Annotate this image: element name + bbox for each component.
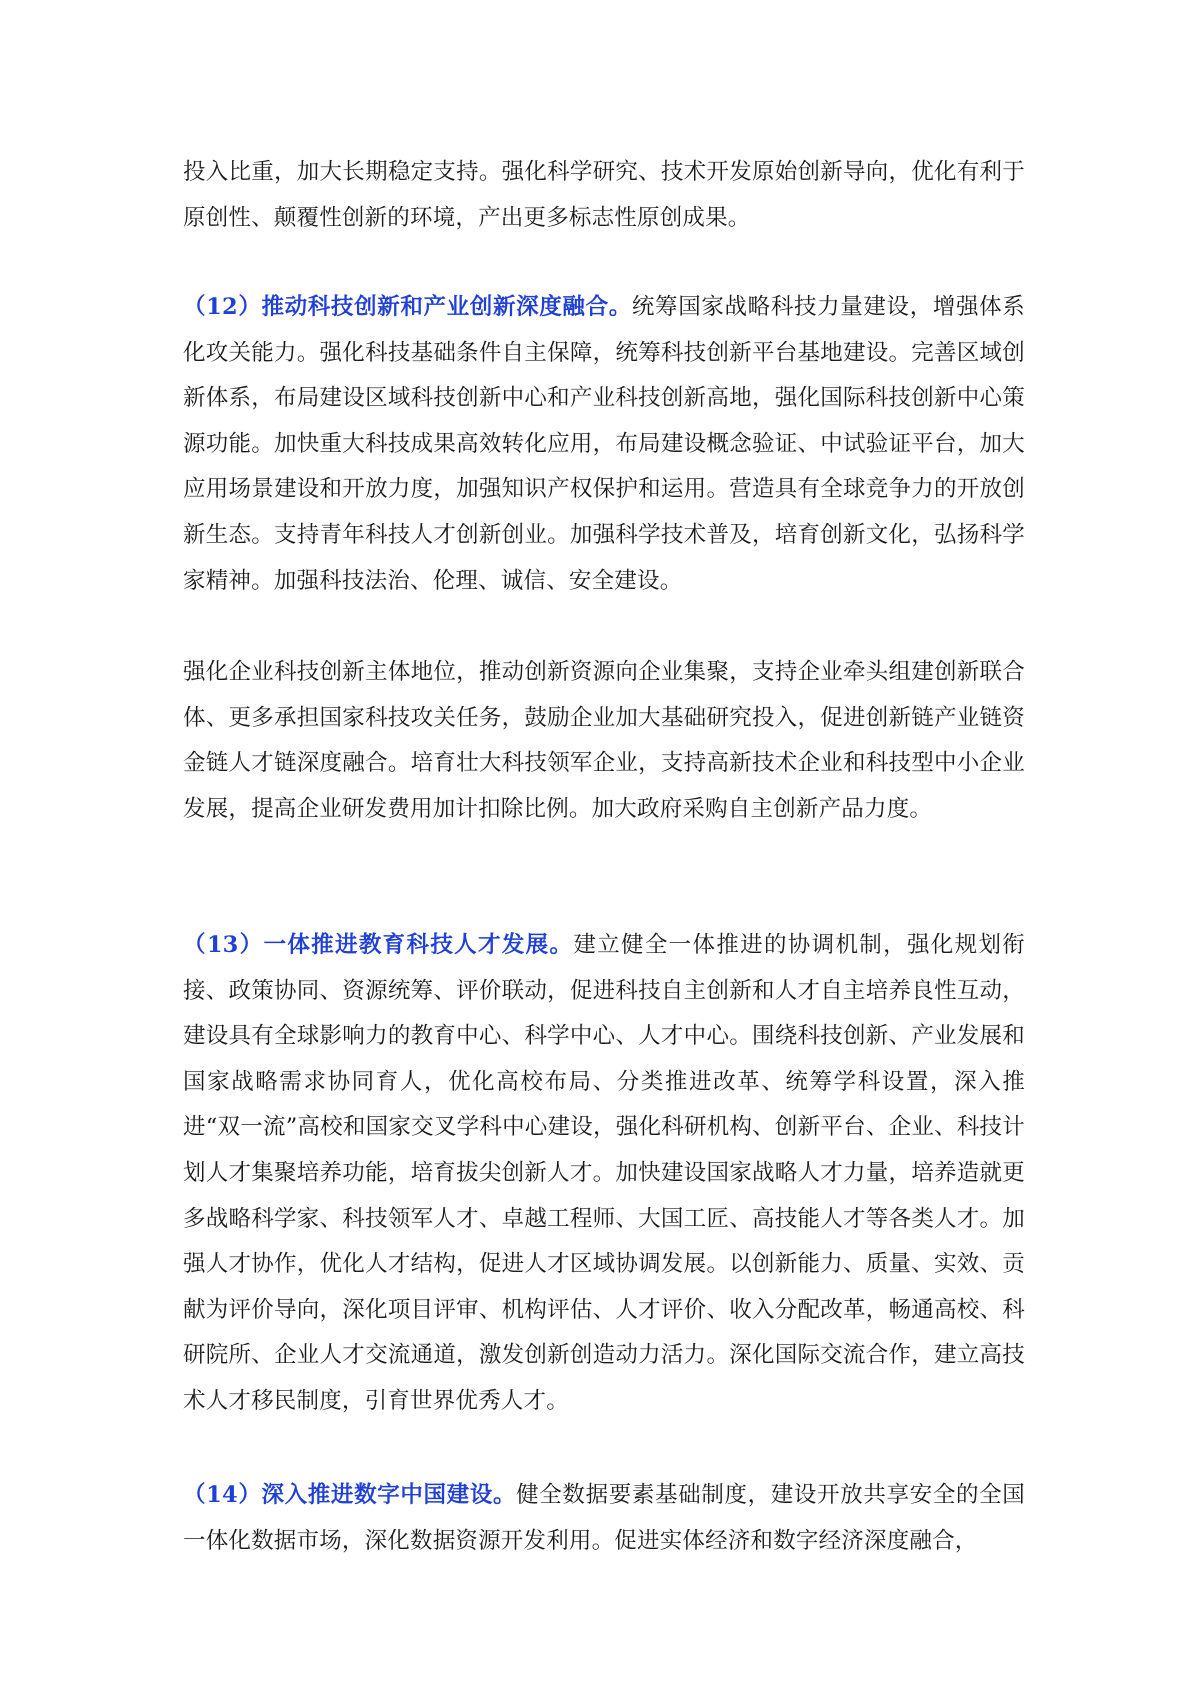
- paragraph-text: 强化企业科技创新主体地位，推动创新资源向企业集聚，支持企业牵头组建创新联合体、更多承担国家科技攻关任务，鼓励企业加大基础研究投入，促进创新链产业链资金链人才链深度融合。培育壮大科技领军企业，支持高新技术企业和科技型中小企业发展，提高企业研发费用加计扣除比例。加大政府采购自主创新产品力度。: [183, 659, 1025, 822]
- paragraph-text: 投入比重，加大长期稳定支持。强化科学研究、技术开发原始创新导向，优化有利于原创性、颠覆性创新的环境，产出更多标志性原创成果。: [183, 159, 1025, 231]
- paragraph: [183, 150, 1025, 241]
- section-heading-14: （14）深入推进数字中国建设。: [183, 1482, 517, 1508]
- paragraph-text: 统筹国家战略科技力量建设，增强体系化攻关能力。强化科技基础条件自主保障，统筹科技创新平台基地建设。完善区域创新体系，布局建设区域科技创新中心和产业科技创新高地，强化国际科技创新中心策源功能。加快重大科技成果高效转化应用，布局建设概念验证、中试验证平台，加大应用场景建设和开放力度，加强知识产权保护和运用。营造具有全球竞争力的开放创新生态。支持青年科技人才创新创业。加强科学技术普及，培育创新文化，弘扬科学家精神。加强科技法治、伦理、诚信、安全建设。: [183, 294, 1026, 594]
- section-heading-13: （13）一体推进教育科技人才发展。: [183, 932, 574, 958]
- paragraph-text: 建立健全一体推进的协调机制，强化规划衔接、政策协同、资源统筹、评价联动，促进科技自主创新和人才自主培养良性互动，建设具有全球影响力的教育中心、科学中心、人才中心。围绕科技创新、产业发展和国家战略需求协同育人，优化高校布局、分类推进改革、统筹学科设置，深入推进“双一流”高校和国家交叉学科中心建设，强化科研机构、创新平台、企业、科技计划人才集聚培养功能，培育拔尖创新人才。加快建设国家战略人才力量，培养造就更多战略科学家、科技领军人才、卓越工程师、大国工匠、高技能人才等各类人才。加强人才协作，优化人才结构，促进人才区域协调发展。以创新能力、质量、实效、贡献为评价导向，深化项目评审、机构评估、人才评价、收入分配改革，畅通高校、科研院所、企业人才交流通道，激发创新创造动力活力。深化国际交流合作，建立高技术人才移民制度，引育世界优秀人才。: [183, 932, 1025, 1414]
- paragraph-section-14: [183, 1473, 1025, 1564]
- paragraph-section-13: [183, 923, 1025, 1425]
- paragraph-text: 健全数据要素基础制度，建设开放共享安全的全国一体化数据市场，深化数据资源开发利用。促进实体经济和数字经济深度融合，: [183, 1482, 1025, 1554]
- section-heading-12: （12）推动科技创新和产业创新深度融合。: [183, 294, 632, 320]
- paragraph: [183, 650, 1025, 832]
- paragraph-section-12: [183, 285, 1025, 604]
